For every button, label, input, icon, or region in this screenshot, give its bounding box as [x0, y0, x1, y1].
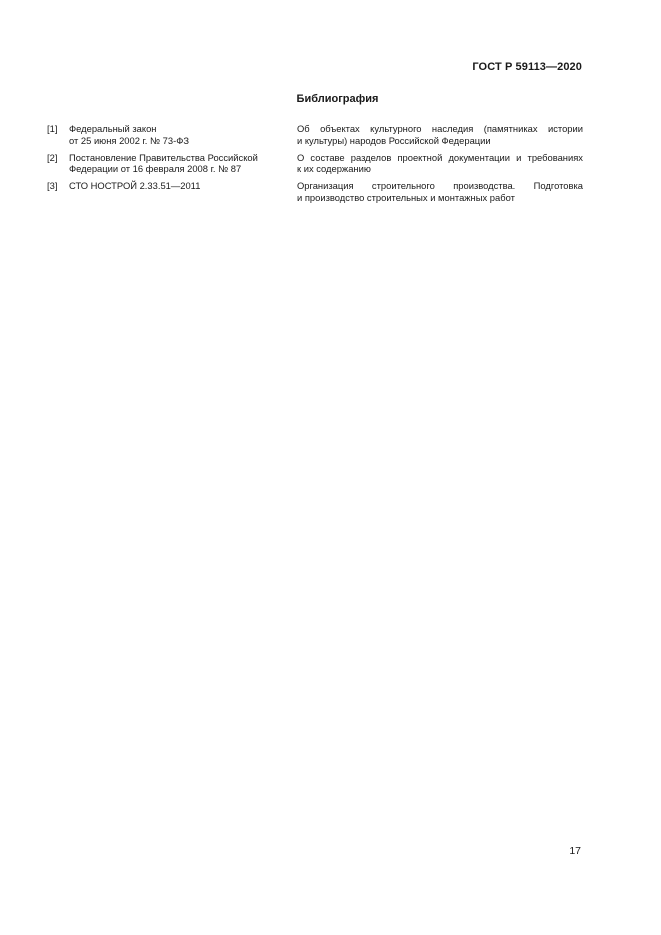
bibliography-entry	[47, 152, 583, 175]
entry-description-line: Об объектах культурного наследия (памятниках истории	[297, 123, 583, 134]
bibliography-entry	[47, 180, 583, 203]
entry-description-line: и производство строительных и монтажных работ	[297, 191, 515, 203]
entry-description	[297, 180, 583, 203]
bibliography-list	[47, 123, 583, 209]
section-title: Библиография	[296, 93, 379, 105]
entry-source-line: от 25 июня 2002 г. № 73-ФЗ	[69, 134, 190, 146]
entry-source-line: Федеральный закон	[69, 123, 157, 134]
entry-description-line: к их содержанию	[297, 163, 371, 174]
entry-description-line: и культуры) народов Российской Федерации	[297, 134, 491, 146]
bibliography-entry	[47, 123, 583, 146]
page-number: 17	[569, 845, 581, 857]
entry-number: [1]	[47, 123, 58, 134]
entry-source	[69, 180, 297, 203]
entry-number: [2]	[47, 151, 58, 163]
entry-source-line: Постановление Правительства Российской	[69, 151, 258, 163]
entry-description	[297, 123, 583, 146]
entry-source	[69, 152, 297, 175]
entry-number: [3]	[47, 180, 58, 191]
entry-source-line: СТО НОСТРОЙ 2.33.51—2011	[69, 180, 201, 191]
entry-source	[69, 123, 297, 146]
document-code: ГОСТ Р 59113—2020	[472, 61, 582, 73]
entry-description-line: Организация строительного производства. Подготовка	[297, 180, 583, 191]
entry-description-line: О составе разделов проектной документации и требованиях	[297, 151, 583, 163]
entry-source-line: Федерации от 16 февраля 2008 г. № 87	[69, 163, 242, 174]
entry-description	[297, 152, 583, 175]
